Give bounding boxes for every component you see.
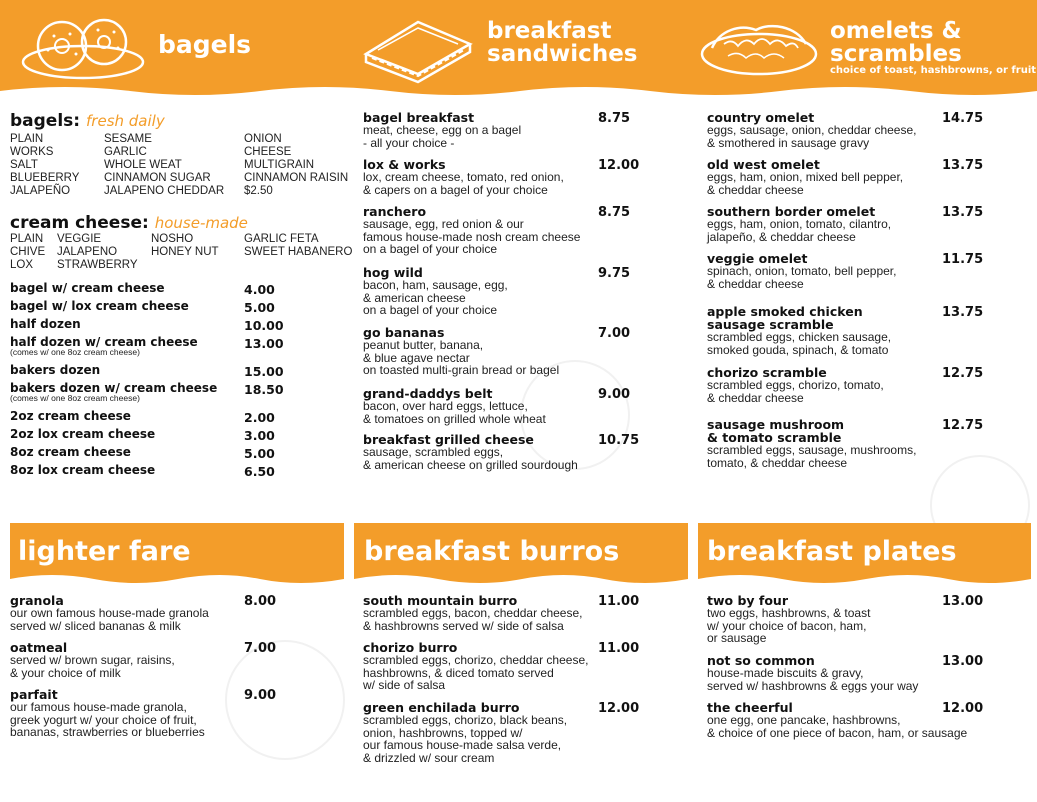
price-item: 2oz cream cheese 2.00	[10, 409, 275, 425]
flavor: CINNAMON RAISIN	[244, 172, 349, 184]
flavor: LOX	[10, 259, 34, 271]
menu-item: south mountain burro scrambled eggs, bacon, cheddar cheese, & hashbrowns served w/ side of salsa 11.00	[363, 593, 640, 633]
menu-item: country omelet eggs, sausage, onion, cheddar cheese, & smothered in sausage gravy 14.75	[707, 110, 984, 150]
omelets-header-line-2: scrambles	[830, 41, 962, 67]
menu-item: veggie omelet spinach, onion, tomato, bell pepper, & cheddar cheese 11.75	[707, 251, 984, 291]
breakfast-burros-header: breakfast burros	[364, 536, 620, 567]
omelets-header-line-1: omelets &	[830, 18, 962, 44]
top-banner	[0, 0, 1037, 98]
bagels-column	[10, 108, 353, 488]
flavor: $2.50	[244, 185, 273, 197]
price-item: 8oz cream cheese 5.00	[10, 445, 275, 461]
banner-wave	[354, 569, 688, 585]
breakfast-burros-column	[363, 594, 663, 774]
flavor: CINNAMON SUGAR	[104, 172, 211, 184]
flavor: GARLIC FETA	[244, 233, 319, 245]
sandwiches-header-line-1: breakfast	[487, 18, 612, 44]
price-item: bakers dozen w/ cream cheese (comes w/ one 8oz cream cheese) 18.50	[10, 381, 284, 403]
lighter-fare-banner	[10, 523, 344, 584]
price-item: half dozen w/ cream cheese (comes w/ one 8oz cream cheese) 13.00	[10, 335, 284, 357]
menu-item: granola our own famous house-made granola served w/ sliced bananas & milk 8.00	[10, 593, 277, 633]
breakfast-plates-banner	[698, 523, 1031, 584]
flavor: PLAIN	[10, 133, 44, 145]
breakfast-plates-column	[707, 594, 1027, 754]
menu-item: southern border omelet eggs, ham, onion, tomato, cilantro, jalapeño, & cheddar cheese 13.75	[707, 204, 984, 244]
flavor: HONEY NUT	[151, 246, 219, 258]
cream-cheese-section-heading: cream cheese: house-made	[10, 213, 248, 233]
banner-wave	[0, 83, 1037, 99]
flavor: CHEESE	[244, 146, 292, 158]
flavor: JALAPEÑO	[10, 185, 71, 197]
menu-item: grand-daddys belt bacon, over hard eggs, lettuce, & tomatoes on grilled whole wheat 9.00	[363, 386, 631, 426]
flavor: ONION	[244, 133, 282, 145]
flavor: GARLIC	[104, 146, 147, 158]
breakfast-burros-banner	[354, 523, 688, 584]
price-item: half dozen 10.00	[10, 317, 284, 333]
menu-item: two by four two eggs, hashbrowns, & toast w/ your choice of bacon, ham, or sausage 13.00	[707, 593, 984, 646]
menu-item: breakfast grilled cheese sausage, scrambled eggs, & american cheese on grilled sourdough 10.75	[363, 432, 640, 472]
omelets-subtitle: choice of toast, hashbrowns, or fruit	[830, 65, 1037, 76]
sandwiches-column	[363, 111, 663, 486]
price-item: bagel w/ cream cheese 4.00	[10, 281, 275, 297]
banner-wave	[10, 569, 344, 585]
menu-item: chorizo scramble scrambled eggs, chorizo, tomato, & cheddar cheese 12.75	[707, 365, 984, 405]
flavor: SESAME	[104, 133, 152, 145]
menu-item: chorizo burro scrambled eggs, chorizo, cheddar cheese, hashbrowns, & diced tomato served w/ side of salsa 11.00	[363, 640, 640, 693]
flavor: WHOLE WEAT	[104, 159, 182, 171]
bagels-section-heading: bagels: fresh daily	[10, 111, 165, 131]
sandwich-illustration-icon	[358, 14, 476, 84]
lighter-fare-column	[10, 594, 340, 744]
menu-item: oatmeal served w/ brown sugar, raisins, & your choice of milk 7.00	[10, 640, 277, 680]
flavor: MULTIGRAIN	[244, 159, 315, 171]
flavor: CHIVE	[10, 246, 46, 258]
bagels-illustration-icon	[18, 10, 148, 82]
sandwiches-header-line-2: sandwiches	[487, 41, 638, 67]
menu-item: old west omelet eggs, ham, onion, mixed bell pepper, & cheddar cheese 13.75	[707, 157, 984, 197]
banner-wave	[698, 569, 1031, 585]
price-item: 8oz lox cream cheese 6.50	[10, 463, 275, 479]
lighter-fare-header: lighter fare	[18, 536, 191, 567]
bagels-header: bagels	[158, 30, 252, 59]
flavor: WORKS	[10, 146, 54, 158]
price-item: 2oz lox cream cheese 3.00	[10, 427, 275, 443]
price-item: bakers dozen 15.00	[10, 363, 284, 379]
menu-item: green enchilada burro scrambled eggs, chorizo, black beans, onion, hashbrowns, topped w/ our famous house-made salsa verde, & drizzled w/ sour cream 12.00	[363, 700, 640, 765]
menu-item: hog wild bacon, ham, sausage, egg, & american cheese on a bagel of your choice 9.75	[363, 265, 631, 318]
menu-item: bagel breakfast meat, cheese, egg on a bagel - all your choice - 8.75	[363, 110, 631, 150]
flavor: STRAWBERRY	[57, 259, 138, 271]
bagel-price-list	[10, 282, 345, 482]
menu-item: ranchero sausage, egg, red onion & our famous house-made nosh cream cheese on a bagel of your choice 8.75	[363, 204, 631, 257]
flavor: NOSHO	[151, 233, 194, 245]
menu-item: parfait our famous house-made granola, greek yogurt w/ your choice of fruit, bananas, strawberries or blueberries 9.00	[10, 687, 277, 740]
menu-item: go bananas peanut butter, banana, & blue agave nectar on toasted multi-grain bread or bagel 7.00	[363, 325, 631, 378]
omelet-illustration-icon	[698, 16, 820, 80]
breakfast-plates-header: breakfast plates	[707, 536, 957, 567]
menu-item: sausage mushroom & tomato scramble scrambled eggs, sausage, mushrooms, tomato, & cheddar cheese 12.75	[707, 417, 984, 470]
flavor: BLUEBERRY	[10, 172, 80, 184]
menu-item: lox & works lox, cream cheese, tomato, red onion, & capers on a bagel of your choice 12.00	[363, 157, 640, 197]
menu-item: not so common house-made biscuits & gravy, served w/ hashbrowns & eggs your way 13.00	[707, 653, 984, 693]
omelets-column	[707, 111, 1027, 486]
flavor: JALAPENO CHEDDAR	[104, 185, 225, 197]
flavor: SALT	[10, 159, 38, 171]
bagel-flavors	[10, 133, 349, 197]
cream-cheese-flavors	[10, 233, 353, 273]
flavor: VEGGIE	[57, 233, 102, 245]
flavor: JALAPENO	[57, 246, 118, 258]
flavor: PLAIN	[10, 233, 44, 245]
menu-item: the cheerful one egg, one pancake, hashbrowns, & choice of one piece of bacon, ham, or sausage 12.00	[707, 700, 984, 740]
flavor: SWEET HABANERO	[244, 246, 353, 258]
menu-item: apple smoked chicken sausage scramble scrambled eggs, chicken sausage, smoked gouda, spinach, & tomato 13.75	[707, 304, 984, 357]
price-item: bagel w/ lox cream cheese 5.00	[10, 299, 275, 315]
